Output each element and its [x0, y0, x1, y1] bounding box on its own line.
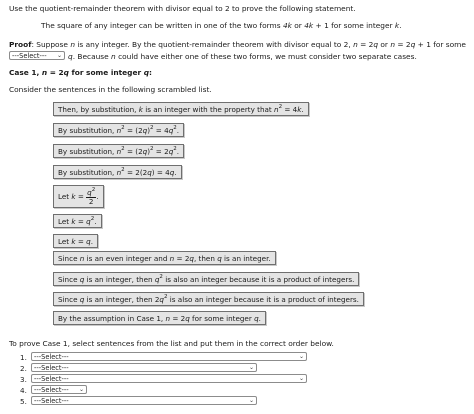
order-select-5[interactable] [31, 396, 257, 405]
proof-line-2: q. Because n could have either one of these two forms, we must consider two separate cases. [68, 52, 417, 61]
proof-line: Proof: Suppose n is any integer. By the quotient-remainder theorem with divisor equal to 2, n = 2q or n = 2q + 1 for some [9, 40, 466, 49]
fraction: $\frac{q^2}{2}$ [87, 186, 96, 206]
chevron-down-icon: ⌄ [298, 353, 304, 360]
sentence-card-1[interactable]: Then, by substitution, k is an integer with the property that $n^2 = 4k$. [53, 102, 309, 116]
sentence-card-11[interactable]: By the assumption in Case 1, n = 2q for some integer q. [53, 311, 266, 325]
order-select-value: ---Select--- [34, 364, 69, 372]
proof-select[interactable] [9, 51, 65, 60]
sentence-card-5[interactable]: Let k = $\frac{q^2}{2}$ . [53, 185, 104, 208]
sentence-card-8[interactable]: Since n is an even integer and n = 2q, then q is an integer. [53, 251, 276, 265]
slot-number: 3. [20, 375, 27, 384]
sentence-card-9[interactable]: Since q is an integer, then $q^2$ is also an integer because it is a product of integers. [53, 272, 359, 286]
order-select-4[interactable] [31, 385, 87, 394]
chevron-down-icon: ⌄ [298, 375, 304, 382]
instructions-text: Use the quotient-remainder theorem with divisor equal to 2 to prove the following statement. [9, 4, 356, 13]
chevron-down-icon: ⌄ [78, 386, 84, 393]
order-select-value: ---Select--- [34, 353, 69, 361]
consider-text: Consider the sentences in the following scrambled list. [9, 85, 212, 94]
order-select-3[interactable] [31, 374, 307, 383]
order-select-value: ---Select--- [34, 386, 69, 394]
chevron-down-icon: ⌄ [56, 52, 62, 59]
proof-select-value: ---Select--- [12, 52, 47, 60]
proof-label: Proof [9, 40, 32, 49]
chevron-down-icon: ⌄ [248, 397, 254, 404]
order-select-1[interactable] [31, 352, 307, 361]
sentence-card-10[interactable]: Since q is an integer, then $2q^2$ is also an integer because it is a product of integers. [53, 292, 364, 306]
order-select-value: ---Select--- [34, 397, 69, 405]
slot-number: 2. [20, 364, 27, 373]
sentence-card-7[interactable]: Let k = q. [53, 234, 98, 248]
chevron-down-icon: ⌄ [248, 364, 254, 371]
slot-number: 1. [20, 353, 27, 362]
sentence-card-6[interactable]: Let $k = q^2$. [53, 214, 102, 228]
sentence-card-3[interactable]: By substitution, $n^2 = (2q)^2 = 2q^2$. [53, 144, 184, 158]
order-select-value: ---Select--- [34, 375, 69, 383]
statement-text: The square of any integer can be written in one of the two forms 4k or 4k + 1 for some integer k. [41, 21, 402, 30]
sentence-card-2[interactable]: By substitution, $n^2 = (2q)^2 = 4q^2$. [53, 123, 184, 137]
slot-number: 5. [20, 397, 27, 406]
slot-number: 4. [20, 386, 27, 395]
order-select-2[interactable] [31, 363, 257, 372]
case-heading: Case 1, n = 2q for some integer q: [9, 68, 152, 77]
sentence-card-4[interactable]: By substitution, $n^2 = 2(2q) = 4q$. [53, 165, 182, 179]
order-prompt: To prove Case 1, select sentences from the list and put them in the correct order below. [9, 339, 334, 348]
